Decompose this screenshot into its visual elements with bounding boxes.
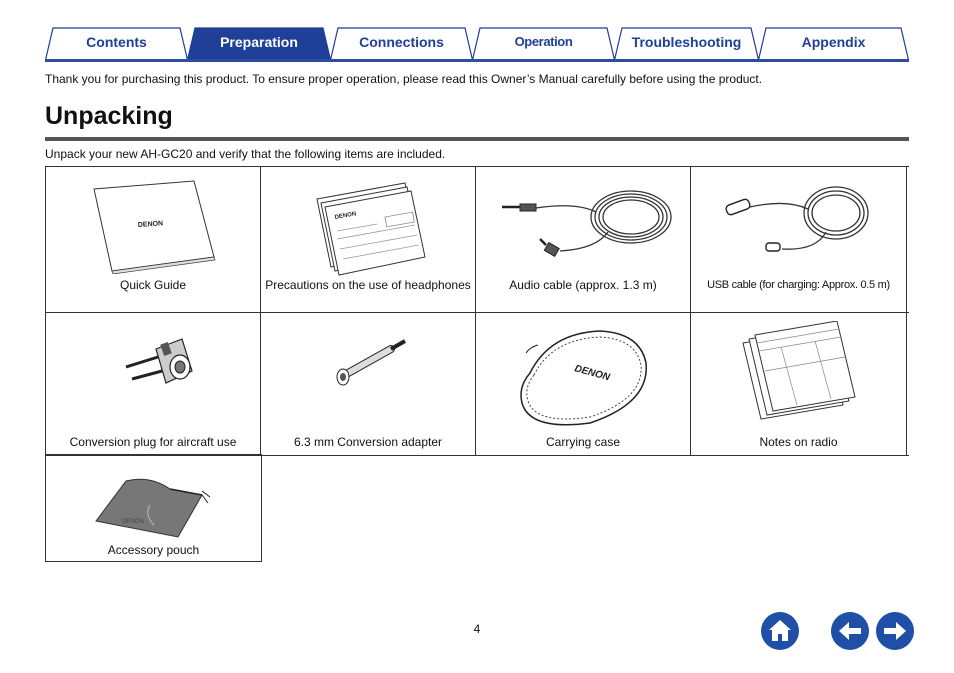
item-aircraft-plug	[45, 313, 260, 455]
items-table	[45, 167, 909, 456]
aircraft-plug-icon	[118, 331, 218, 401]
svg-text:DENON: DENON	[137, 220, 164, 229]
tab-label: Operation	[514, 34, 573, 49]
tab-label: Troubleshooting	[631, 34, 742, 50]
intro-text: Thank you for purchasing this product. To ensure proper operation, please read this Owner’s Manual carefully before using the product.	[45, 72, 763, 86]
lead-text: Unpack your new AH-GC20 and verify that the following items are included.	[45, 147, 446, 161]
home-icon	[761, 612, 799, 650]
radio-notes-icon	[735, 321, 865, 421]
item-label: 6.3 mm Conversion adapter	[293, 435, 443, 449]
leaflet-icon	[307, 179, 427, 279]
tab-label: Preparation	[220, 34, 298, 50]
booklet-icon	[90, 179, 220, 274]
tab-label: Connections	[359, 34, 444, 50]
item-label: Audio cable (approx. 1.3 m)	[509, 278, 657, 292]
svg-text:DENON: DENON	[573, 363, 611, 384]
item-audio-cable	[475, 167, 690, 312]
table-row	[45, 313, 909, 456]
page-title: Unpacking	[45, 102, 173, 130]
title-rule	[45, 137, 909, 141]
tab-bar	[45, 26, 909, 62]
back-button[interactable]	[831, 612, 869, 650]
tab-connections[interactable]	[330, 26, 473, 60]
page-number: 4	[473, 622, 481, 636]
item-label: Accessory pouch	[107, 543, 200, 557]
arrow-right-icon	[876, 612, 914, 650]
audio-cable-icon	[496, 177, 676, 277]
table-row	[45, 167, 909, 313]
tab-contents[interactable]	[45, 26, 188, 60]
item-label: Carrying case	[545, 435, 621, 449]
tab-label: Contents	[86, 34, 147, 50]
pouch-icon	[90, 461, 220, 541]
tab-label: Appendix	[801, 34, 866, 50]
home-button[interactable]	[761, 612, 799, 650]
case-icon	[510, 323, 660, 433]
tab-troubleshooting[interactable]	[614, 26, 759, 60]
item-notes-on-radio	[690, 313, 907, 455]
arrow-left-icon	[831, 612, 869, 650]
item-label: Conversion plug for aircraft use	[69, 435, 237, 449]
adapter-icon	[331, 337, 421, 397]
item-usb-cable	[690, 167, 907, 312]
item-label: Precautions on the use of headphones	[265, 278, 471, 292]
item-precautions	[260, 167, 475, 312]
item-label: Notes on radio	[759, 435, 838, 449]
svg-text:DENON: DENON	[122, 519, 144, 525]
item-adapter	[260, 313, 475, 455]
item-label: Quick Guide	[119, 278, 187, 292]
tab-operation[interactable]	[472, 26, 615, 60]
item-label: USB cable (for charging: Approx. 0.5 m)	[707, 279, 890, 291]
forward-button[interactable]	[876, 612, 914, 650]
tab-preparation[interactable]	[187, 26, 331, 60]
usb-cable-icon	[716, 177, 896, 277]
item-accessory-pouch	[45, 454, 262, 562]
svg-text:DENON: DENON	[334, 211, 357, 221]
item-quick-guide	[45, 167, 260, 312]
tab-underline	[45, 59, 909, 62]
tab-appendix[interactable]	[758, 26, 909, 60]
item-carrying-case	[475, 313, 690, 455]
